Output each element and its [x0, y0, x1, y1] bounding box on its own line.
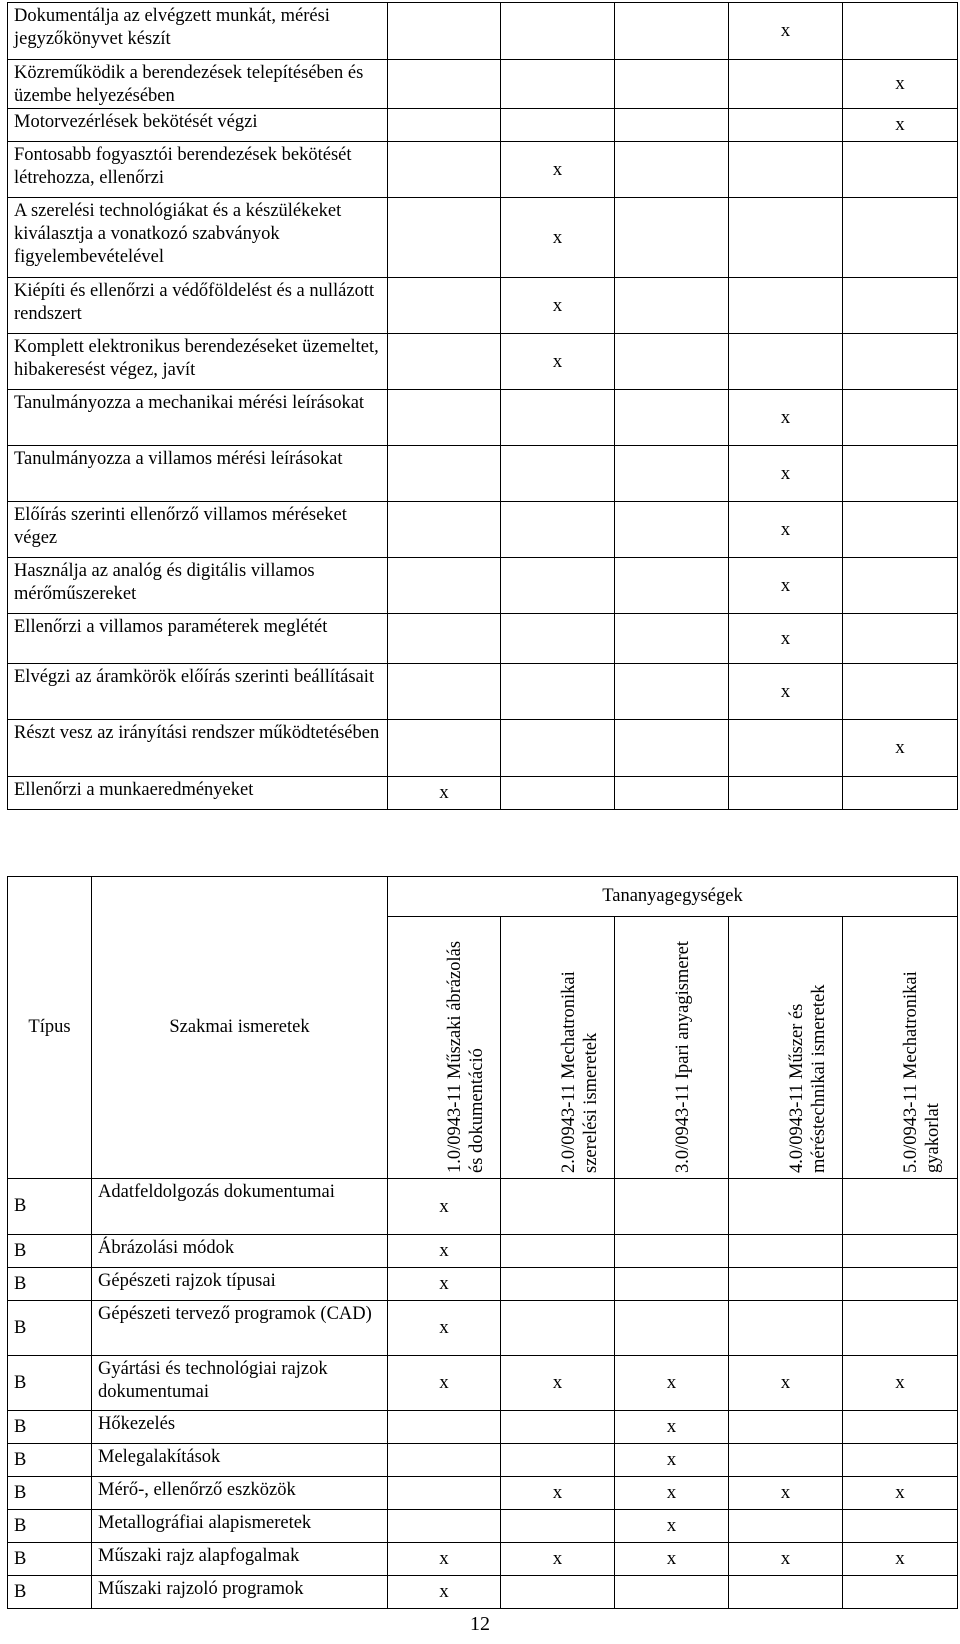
table-row — [8, 446, 958, 502]
table-row — [8, 3, 958, 60]
table-row — [8, 1510, 958, 1543]
mark-cell — [843, 1179, 958, 1235]
type-cell: B — [8, 1543, 92, 1576]
table-row — [8, 720, 958, 777]
mark-cell — [615, 558, 729, 614]
mark-cell — [615, 334, 729, 390]
mark-cell — [501, 664, 615, 720]
type-cell: B — [8, 1411, 92, 1444]
mark-cell — [729, 60, 843, 109]
mark-cell: x — [388, 1543, 501, 1576]
mark-cell — [843, 614, 958, 664]
mark-cell — [615, 60, 729, 109]
mark-cell — [843, 664, 958, 720]
table-row — [8, 1356, 958, 1411]
mark-cell — [615, 1268, 729, 1301]
mark-cell — [615, 198, 729, 278]
mark-cell: x — [501, 142, 615, 198]
type-cell: B — [8, 1268, 92, 1301]
mark-cell — [729, 1268, 843, 1301]
mark-cell: x — [388, 1356, 501, 1411]
table-row — [8, 334, 958, 390]
mark-cell — [843, 1576, 958, 1609]
mark-cell: x — [501, 334, 615, 390]
subject-label: Adatfeldolgozás dokumentumai — [92, 1179, 388, 1235]
table-row — [8, 1235, 958, 1268]
mark-cell: x — [501, 1356, 615, 1411]
competency-label: Tanulmányozza a mechanikai mérési leírásokat — [8, 390, 388, 446]
mark-cell: x — [843, 1477, 958, 1510]
mark-cell: x — [501, 198, 615, 278]
mark-cell — [843, 278, 958, 334]
header-row-top — [8, 877, 958, 917]
mark-cell — [501, 1576, 615, 1609]
mark-cell — [729, 1576, 843, 1609]
mark-cell — [615, 1235, 729, 1268]
competency-label: Fontosabb fogyasztói berendezések bekötését létrehozza, ellenőrzi — [8, 142, 388, 198]
mark-cell — [843, 1235, 958, 1268]
table-row — [8, 278, 958, 334]
subject-header: Szakmai ismeretek — [92, 877, 388, 1179]
mark-cell — [729, 1235, 843, 1268]
mark-cell — [501, 1510, 615, 1543]
type-header: Típus — [8, 877, 92, 1179]
mark-cell: x — [843, 1543, 958, 1576]
mark-cell — [729, 278, 843, 334]
subject-label: Mérő-, ellenőrző eszközök — [92, 1477, 388, 1510]
mark-cell — [843, 1301, 958, 1356]
mark-cell — [501, 109, 615, 142]
mark-cell — [843, 558, 958, 614]
page-number: 12 — [470, 1613, 490, 1635]
mark-cell — [615, 1301, 729, 1356]
mark-cell — [729, 109, 843, 142]
competency-label: Motorvezérlések bekötését végzi — [8, 109, 388, 142]
subject-label: Metallográfiai alapismeretek — [92, 1510, 388, 1543]
mark-cell — [615, 664, 729, 720]
mark-cell: x — [729, 1543, 843, 1576]
unit-header-5 — [843, 917, 958, 1179]
mark-cell: x — [843, 720, 958, 777]
competency-label: Közreműködik a berendezések telepítésében és üzembe helyezésében — [8, 60, 388, 109]
table-row — [8, 777, 958, 810]
competency-label: Dokumentálja az elvégzett munkát, mérési jegyzőkönyvet készít — [8, 3, 388, 60]
mark-cell: x — [729, 390, 843, 446]
mark-cell — [388, 1444, 501, 1477]
type-cell: B — [8, 1576, 92, 1609]
subject-label: Melegalakítások — [92, 1444, 388, 1477]
type-cell: B — [8, 1477, 92, 1510]
competency-table-body — [8, 3, 958, 810]
subject-label: Gépészeti tervező programok (CAD) — [92, 1301, 388, 1356]
mark-cell — [843, 777, 958, 810]
table-row — [8, 664, 958, 720]
mark-cell — [388, 334, 501, 390]
mark-cell — [501, 1301, 615, 1356]
mark-cell: x — [615, 1411, 729, 1444]
subject-label: Műszaki rajz alapfogalmak — [92, 1543, 388, 1576]
table-row — [8, 1444, 958, 1477]
table-row — [8, 558, 958, 614]
mark-cell — [729, 1179, 843, 1235]
mark-cell — [615, 390, 729, 446]
mark-cell — [729, 720, 843, 777]
mark-cell — [729, 777, 843, 810]
table-row — [8, 60, 958, 109]
mark-cell — [501, 777, 615, 810]
mark-cell — [729, 142, 843, 198]
table-row — [8, 142, 958, 198]
competency-label: Tanulmányozza a villamos mérési leírásokat — [8, 446, 388, 502]
mark-cell — [388, 109, 501, 142]
mark-cell — [388, 446, 501, 502]
subject-label: Ábrázolási módok — [92, 1235, 388, 1268]
unit-header-5-text: 5.0/0943-11 Mechatronikai gyakorlat — [901, 970, 943, 1173]
mark-cell: x — [615, 1510, 729, 1543]
mark-cell — [843, 198, 958, 278]
type-cell: B — [8, 1179, 92, 1235]
knowledge-table — [7, 876, 958, 1609]
mark-cell — [501, 446, 615, 502]
mark-cell: x — [388, 1301, 501, 1356]
mark-cell — [501, 3, 615, 60]
mark-cell: x — [729, 614, 843, 664]
mark-cell: x — [388, 1268, 501, 1301]
mark-cell — [501, 502, 615, 558]
mark-cell — [501, 1444, 615, 1477]
mark-cell: x — [388, 1235, 501, 1268]
mark-cell — [729, 1411, 843, 1444]
table-row — [8, 1301, 958, 1356]
subject-label: Gépészeti rajzok típusai — [92, 1268, 388, 1301]
mark-cell — [388, 664, 501, 720]
mark-cell: x — [843, 109, 958, 142]
mark-cell — [388, 1477, 501, 1510]
mark-cell — [615, 614, 729, 664]
mark-cell — [388, 3, 501, 60]
type-cell: B — [8, 1510, 92, 1543]
competency-label: Kiépíti és ellenőrzi a védőföldelést és a nullázott rendszert — [8, 278, 388, 334]
mark-cell — [388, 614, 501, 664]
type-cell: B — [8, 1444, 92, 1477]
mark-cell: x — [843, 1356, 958, 1411]
mark-cell — [388, 198, 501, 278]
mark-cell — [843, 390, 958, 446]
competency-label: Ellenőrzi a munkaeredményeket — [8, 777, 388, 810]
table-row — [8, 109, 958, 142]
subject-label: Gyártási és technológiai rajzok dokumentumai — [92, 1356, 388, 1411]
unit-header-3 — [615, 917, 729, 1179]
mark-cell — [388, 390, 501, 446]
mark-cell — [615, 1179, 729, 1235]
mark-cell: x — [729, 502, 843, 558]
subject-label: Hőkezelés — [92, 1411, 388, 1444]
table-row — [8, 1411, 958, 1444]
mark-cell — [501, 1268, 615, 1301]
mark-cell: x — [729, 664, 843, 720]
mark-cell — [501, 60, 615, 109]
mark-cell — [388, 60, 501, 109]
competency-label: Elvégzi az áramkörök előírás szerinti beállításait — [8, 664, 388, 720]
mark-cell — [501, 720, 615, 777]
mark-cell — [843, 3, 958, 60]
competency-label: A szerelési technológiákat és a készülékeket kiválasztja a vonatkozó szabványok figyelembevételével — [8, 198, 388, 278]
competency-table — [7, 2, 958, 810]
mark-cell — [388, 1510, 501, 1543]
type-cell: B — [8, 1235, 92, 1268]
table-row — [8, 198, 958, 278]
mark-cell — [729, 1301, 843, 1356]
mark-cell — [501, 390, 615, 446]
mark-cell: x — [388, 1179, 501, 1235]
mark-cell — [501, 1411, 615, 1444]
mark-cell: x — [388, 1576, 501, 1609]
mark-cell: x — [729, 1477, 843, 1510]
mark-cell — [615, 777, 729, 810]
mark-cell — [388, 502, 501, 558]
mark-cell — [843, 502, 958, 558]
mark-cell — [615, 720, 729, 777]
mark-cell — [729, 1510, 843, 1543]
mark-cell — [729, 198, 843, 278]
unit-header-1 — [388, 917, 501, 1179]
mark-cell — [388, 142, 501, 198]
mark-cell — [615, 109, 729, 142]
mark-cell: x — [501, 278, 615, 334]
type-cell: B — [8, 1356, 92, 1411]
mark-cell — [729, 1444, 843, 1477]
mark-cell: x — [843, 60, 958, 109]
mark-cell — [615, 3, 729, 60]
competency-label: Használja az analóg és digitális villamos mérőműszereket — [8, 558, 388, 614]
mark-cell: x — [615, 1477, 729, 1510]
competency-label: Részt vesz az irányítási rendszer működtetésében — [8, 720, 388, 777]
mark-cell — [615, 142, 729, 198]
mark-cell: x — [501, 1477, 615, 1510]
mark-cell: x — [615, 1543, 729, 1576]
unit-header-3-text: 3.0/0943-11 Ipari anyagismeret — [672, 940, 693, 1173]
subject-label: Műszaki rajzoló programok — [92, 1576, 388, 1609]
table-row — [8, 1477, 958, 1510]
mark-cell — [615, 1576, 729, 1609]
mark-cell: x — [729, 558, 843, 614]
mark-cell — [388, 1411, 501, 1444]
unit-header-4-text: 4.0/0943-11 Műszer és méréstechnikai ismeretek — [786, 983, 829, 1173]
mark-cell — [388, 278, 501, 334]
competency-label: Előírás szerinti ellenőrző villamos méréseket végez — [8, 502, 388, 558]
type-cell: B — [8, 1301, 92, 1356]
mark-cell — [388, 558, 501, 614]
units-group-header: Tananyagegységek — [388, 877, 958, 917]
competency-label: Ellenőrzi a villamos paraméterek meglétét — [8, 614, 388, 664]
mark-cell: x — [729, 3, 843, 60]
mark-cell — [388, 720, 501, 777]
table-row — [8, 1543, 958, 1576]
mark-cell — [615, 446, 729, 502]
unit-header-2 — [501, 917, 615, 1179]
table-row — [8, 1268, 958, 1301]
knowledge-table-body — [8, 877, 958, 1609]
mark-cell — [843, 1510, 958, 1543]
unit-header-4 — [729, 917, 843, 1179]
mark-cell — [501, 1235, 615, 1268]
mark-cell — [843, 1411, 958, 1444]
mark-cell: x — [729, 446, 843, 502]
competency-label: Komplett elektronikus berendezéseket üzemeltet, hibakeresést végez, javít — [8, 334, 388, 390]
mark-cell — [843, 1444, 958, 1477]
mark-cell — [615, 278, 729, 334]
unit-header-1-text: 1.0/0943-11 Műszaki ábrázolás és dokumentáció — [445, 940, 487, 1173]
mark-cell — [843, 446, 958, 502]
table-row — [8, 1576, 958, 1609]
table-row — [8, 502, 958, 558]
unit-header-2-text: 2.0/0943-11 Mechatronikai szerelési ismeretek — [558, 970, 601, 1173]
mark-cell — [501, 558, 615, 614]
mark-cell: x — [501, 1543, 615, 1576]
mark-cell — [501, 1179, 615, 1235]
mark-cell: x — [615, 1356, 729, 1411]
table-row — [8, 1179, 958, 1235]
table-row — [8, 390, 958, 446]
mark-cell — [843, 1268, 958, 1301]
mark-cell: x — [615, 1444, 729, 1477]
table-row — [8, 614, 958, 664]
mark-cell — [615, 502, 729, 558]
mark-cell — [729, 334, 843, 390]
mark-cell — [501, 614, 615, 664]
mark-cell: x — [729, 1356, 843, 1411]
mark-cell: x — [388, 777, 501, 810]
mark-cell — [843, 142, 958, 198]
mark-cell — [843, 334, 958, 390]
